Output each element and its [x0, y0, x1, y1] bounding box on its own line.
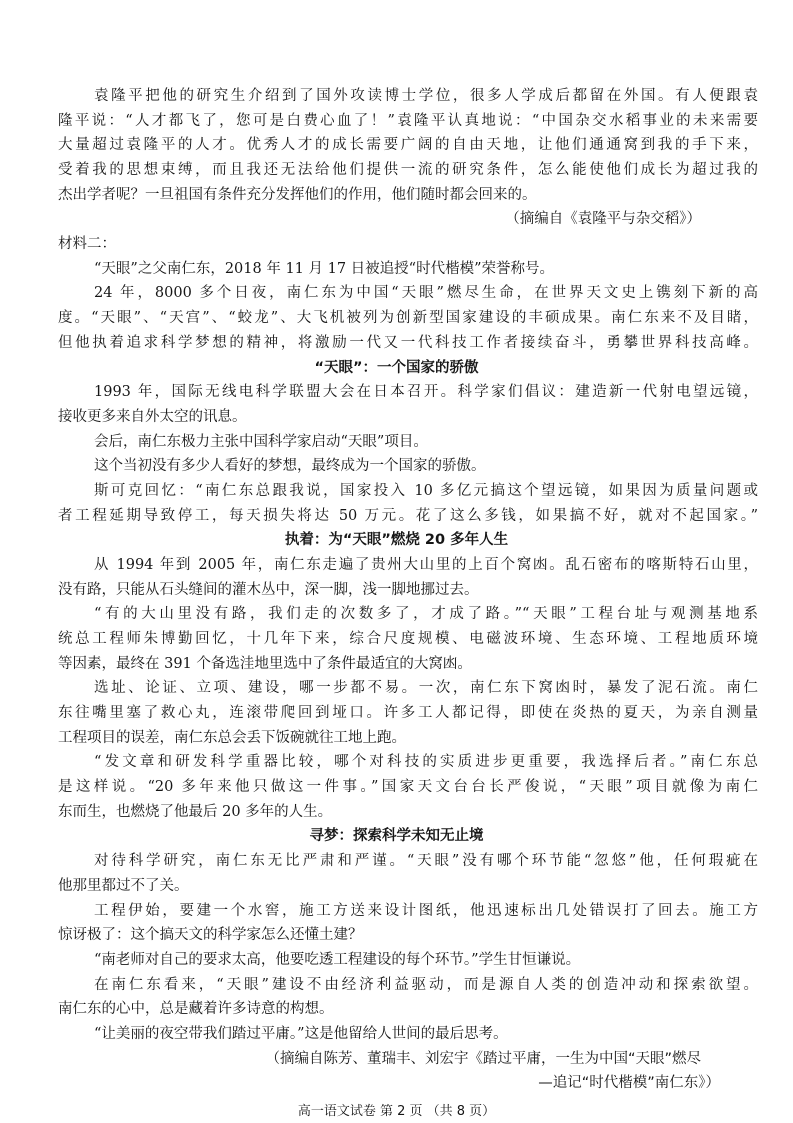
- page-footer: 高一语文试卷 第 2 页 （共 8 页）: [297, 1104, 496, 1119]
- section2-line: 等因素，最终在 391 个备选洼地里选中了条件最适宜的大窝凼。: [58, 656, 472, 672]
- section1-line: 斯可克回忆：“南仁东总跟我说，国家投入 10 多亿元搞这个望远镜，如果因为质量问题或: [94, 483, 758, 499]
- material1-source: （摘编自《袁隆平与杂交稻》）: [505, 211, 701, 227]
- section2-line: 东而生，也燃烧了他最后 20 多年的人生。: [58, 804, 333, 820]
- section-heading-1: “天眼”：一个国家的骄傲: [314, 360, 479, 376]
- section2-line: 统总工程师朱博勤回忆，十几年下来，综合尺度规模、电磁波环境、生态环境、工程地质环境: [58, 631, 758, 647]
- material1-line: 袁隆平把他的研究生介绍到了国外攻读博士学位，很多人学成后都留在外国。有人便跟袁: [94, 88, 758, 104]
- section2-line: “发文章和研发科学重器比较，哪个对科技的实质进步更重要，我选择后者。”南仁东总: [94, 754, 758, 770]
- material1-line: 隆平说：“人才都飞了，您可是白费心血了！”袁隆平认真地说：“中国杂交水稻事业的未来需要: [58, 113, 758, 129]
- material2-intro-line: 但他执着追求科学梦想的精神，将激励一代又一代科技工作者接续奋斗，勇攀世界科技高峰。: [58, 335, 758, 351]
- section1-line: 者工程延期导致停工，每天损失将达 50 万元。花了这么多钱，如果搞不好，就对不起国家。”: [58, 508, 758, 524]
- section3-line: “南老师对自己的要求太高，他要吃透工程建设的每个环节。”学生甘恒谦说。: [94, 952, 581, 968]
- material2-intro-line: “天眼”之父南仁东，2018 年 11 月 17 日被追授“时代楷模”荣誉称号。: [94, 261, 554, 277]
- material1-line: 杰出学者呢？一旦祖国有条件充分发挥他们的作用，他们随时都会回来的。: [58, 187, 537, 203]
- section-heading-2: 执着：为“天眼”燃烧 20 多年人生: [284, 532, 509, 548]
- material2-intro-line: 24 年，8000 多个日夜，南仁东为中国“天眼”燃尽生命，在世界天文史上镌刻下新的高: [94, 285, 758, 301]
- material2-source-line2: —追记“时代楷模”南仁东》）: [538, 1075, 720, 1091]
- section2-line: 没有路，只能从石头缝间的灌木丛中，深一脚，浅一脚地挪过去。: [58, 582, 479, 598]
- section3-line: 工程伊始，要建一个水窖，施工方送来设计图纸，他迅速标出几处错误打了回去。施工方: [94, 903, 758, 919]
- section2-line: “有的大山里没有路，我们走的次数多了，才成了路。”“天眼”工程台址与观测基地系: [94, 606, 758, 622]
- section2-line: 东往嘴里塞了救心丸，连滚带爬回到垭口。许多工人都记得，即使在炎热的夏天，为亲自测量: [58, 705, 758, 721]
- material2-source-line1: （摘编自陈芳、董瑞丰、刘宏宇《踏过平庸，一生为中国“天眼”燃尽: [265, 1051, 701, 1067]
- section3-line: 对待科学研究，南仁东无比严肃和严谨。“天眼”没有哪个环节能“忽悠”他，任何瑕疵在: [94, 853, 758, 869]
- section2-line: 从 1994 年到 2005 年，南仁东走遍了贵州大山里的上百个窝凼。乱石密布的喀斯特石山里，: [94, 557, 758, 573]
- section3-line: 南仁东的心中，总是藏着许多诗意的构想。: [58, 1001, 334, 1017]
- section1-line: 1993 年，国际无线电科学联盟大会在日本召开。科学家们倡议：建造新一代射电望远镜，: [94, 384, 758, 400]
- section2-line: 工程项目的误差，南仁东总会丢下饭碗就往工地上跑。: [58, 730, 406, 746]
- section1-line: 会后，南仁东极力主张中国科学家启动“天眼”项目。: [94, 434, 428, 450]
- section3-line: 在南仁东看来，“天眼”建设不由经济利益驱动，而是源自人类的创造冲动和探索欲望。: [94, 977, 758, 993]
- material1-line: 受着我的思想束缚，而且我还无法给他们提供一流的研究条件，怎么能使他们成长为超过我的: [58, 162, 758, 178]
- section1-line: 这个当初没有多少人看好的梦想，最终成为一个国家的骄傲。: [94, 458, 486, 474]
- section-heading-3: 寻梦：探索科学未知无止境: [309, 828, 484, 844]
- section3-line: “让美丽的夜空带我们踏过平庸。”这是他留给人世间的最后思考。: [94, 1026, 508, 1042]
- section1-line: 接收更多来自外太空的讯息。: [58, 409, 247, 425]
- section3-line: 他那里都过不了关。: [58, 878, 189, 894]
- section3-line: 惊讶极了：这个搞天文的科学家怎么还懂土建？: [58, 927, 363, 943]
- section2-line: 是这样说。“20 多年来他只做这一件事。”国家天文台台长严俊说，“天眼”项目就像为南仁: [58, 779, 758, 795]
- section2-line: 选址、论证、立项、建设，哪一步都不易。一次，南仁东下窝凼时，暴发了泥石流。南仁: [94, 680, 758, 696]
- material1-line: 大量超过袁隆平的人才。优秀人才的成长需要广阔的自由天地，让他们通通窝到我的手下来，: [58, 137, 758, 153]
- material2-intro-line: 度。“天眼”、“天宫”、“蛟龙”、大飞机被列为创新型国家建设的丰硕成果。南仁东来不及目睹，: [58, 310, 758, 326]
- material2-label: 材料二：: [58, 236, 116, 252]
